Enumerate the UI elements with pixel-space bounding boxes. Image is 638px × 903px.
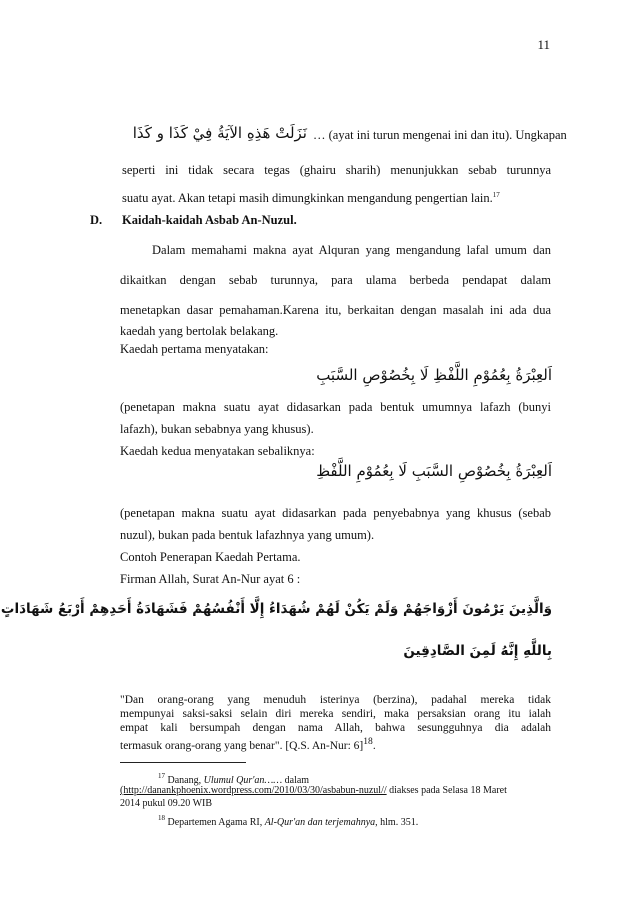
arabic-phrase: نَزَلَتْ هَذِهِ الآيَةُ فِيْ كَذَا و كَذَا: [132, 124, 307, 142]
translation-line-3: empat kali bersumpah dengan nama Allah, bahwa sesungguhnya dia adalah: [120, 722, 551, 734]
translation-line-1: "Dan orang-orang yang menuduh isterinya (berzina), padahal mereka tidak: [120, 694, 551, 706]
paragraph-line-2: dikaitkan dengan sebab turunnya, para ulama berbeda pendapat dalam: [120, 273, 551, 287]
intro-line-3: suatu ayat. Akan tetapi masih dimungkinkan mengandung pengertian lain.$^{17}$: [122, 191, 500, 205]
firman-line: Firman Allah, Surat An-Nur ayat 6 :: [120, 572, 301, 586]
footnote-17-line-1: $^{17}$ Danang, Ulumul Qur'an…… dalam: [158, 772, 310, 786]
paragraph-line-1: Dalam memahami makna ayat Alquran yang mengandung lafal umum dan: [152, 243, 551, 257]
rule2-line-2: nuzul), bukan pada bentuk lafazhnya yang umum).: [120, 528, 375, 542]
footnote-ref-18[interactable]: 18: [363, 736, 373, 747]
paragraph-line-3: menetapkan dasar pemahaman.Karena itu, berkaitan dengan masalah ini ada dua: [120, 303, 551, 317]
translation-line-4: termasuk orang-orang yang benar". [Q.S. An-Nur: 6]$^{18}$.: [120, 736, 376, 752]
verse-line-1: وَالَّذِينَ يَرْمُونَ أَزْوَاجَهُمْ وَلَمْ يَكُنْ لَهُمْ شُهَدَاءُ إِلَّا أَنْفُسُهُمْ فَشَهَادَةُ أَحَدِهِمْ أَرْبَعُ شَهَادَاتٍ: [0, 601, 552, 617]
intro-line-2: seperti ini tidak secara tegas (ghairu sharih) menunjukkan sebab turunnya: [122, 163, 551, 177]
example-label: Contoh Penerapan Kaedah Pertama.: [120, 550, 301, 564]
intro-line-1: … (ayat ini turun mengenai ini dan itu). Ungkapan: [313, 128, 567, 142]
section-heading: D. Kaidah-kaidah Asbab An-Nuzul.: [90, 213, 297, 227]
rule2-line-1: (penetapan makna suatu ayat didasarkan pada penyebabnya yang khusus (sebab: [120, 506, 551, 520]
rule1-line-1: (penetapan makna suatu ayat didasarkan pada bentuk umumnya lafazh (bunyi: [120, 400, 551, 414]
paragraph-line-4: kaedah yang bertolak belakang.: [120, 324, 279, 338]
translation-line-2: mempunyai saksi-saksi selain diri mereka sendiri, maka persaksian orang itu ialah: [120, 708, 551, 720]
verse-line-2: بِاللَّهِ إِنَّهُ لَمِنَ الصَّادِقِينَ: [403, 643, 552, 659]
footnote-divider: [120, 762, 246, 763]
footnote-17-link[interactable]: (http://danankphoenix.wordpress.com/2010/03/30/asbabun-nuzul//: [120, 785, 387, 796]
footnote-18: $^{18}$ Departemen Agama RI, Al-Qur'an dan terjemahnya, hlm. 351.: [158, 814, 419, 828]
footnote-17-line-3: 2014 pukul 09.20 WIB: [120, 798, 213, 809]
rule2-arabic: اَلعِبْرَةُ بِخُصُوْصِ السَّبَبِ لَا بِعُمُوْمِ اللَّفْظِ: [316, 462, 552, 480]
rule2-label: Kaedah kedua menyatakan sebaliknya:: [120, 444, 315, 458]
footnote-ref-17[interactable]: 17: [492, 191, 500, 199]
rule1-label: Kaedah pertama menyatakan:: [120, 342, 269, 356]
rule1-arabic: اَلعِبْرَةُ بِعُمُوْمِ اللَّفْظِ لَا بِخُصُوْصِ السَّبَبِ: [316, 366, 552, 384]
page-number: 11: [537, 37, 550, 52]
footnote-17-line-2: (http://danankphoenix.wordpress.com/2010/03/30/asbabun-nuzul// diakses pada Selasa 18 Maret: [120, 785, 507, 796]
rule1-line-2: lafazh), bukan sebabnya yang khusus).: [120, 422, 314, 436]
